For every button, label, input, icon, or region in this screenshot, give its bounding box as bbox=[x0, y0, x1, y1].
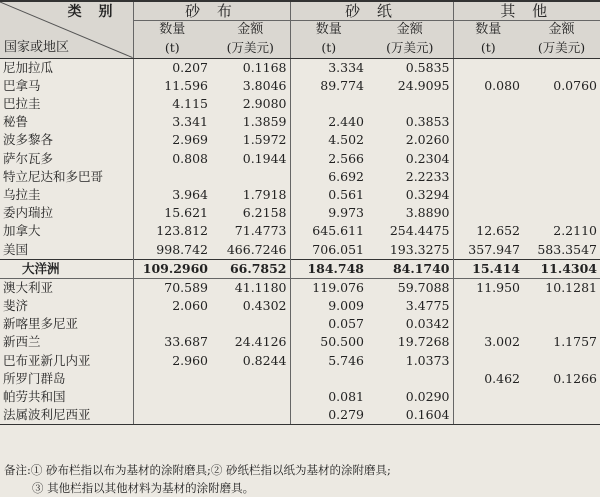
amount-cell bbox=[523, 95, 600, 113]
col-header-qty-unit: (t) bbox=[290, 39, 367, 58]
table-row bbox=[0, 352, 600, 370]
amount-cell bbox=[523, 186, 600, 204]
quantity-cell: 6.692 bbox=[290, 168, 367, 186]
country-name-cell: 新西兰 bbox=[0, 333, 133, 351]
amount-cell: 0.2304 bbox=[405, 150, 450, 166]
amount-cell: 2.0260 bbox=[405, 132, 450, 148]
amount-cell bbox=[523, 315, 600, 333]
quantity-cell: 9.009 bbox=[290, 297, 367, 315]
quantity-cell: 357.947 bbox=[453, 240, 523, 259]
amount-cell: 254.4475 bbox=[389, 223, 450, 239]
amount-cell: 0.0342 bbox=[405, 316, 450, 332]
quantity-cell: 2.060 bbox=[133, 297, 211, 315]
quantity-cell: 0.080 bbox=[453, 77, 523, 95]
amount-cell: 0.5835 bbox=[405, 59, 450, 75]
table-row bbox=[0, 297, 600, 315]
amount-cell bbox=[523, 204, 600, 222]
amount-cell: 0.1604 bbox=[367, 406, 453, 425]
quantity-cell bbox=[453, 168, 523, 186]
amount-cell: 3.4775 bbox=[405, 298, 450, 314]
amount-cell: 1.7918 bbox=[242, 186, 287, 202]
amount-cell: 0.3294 bbox=[405, 186, 450, 202]
amount-cell bbox=[523, 406, 600, 425]
amount-cell bbox=[211, 388, 290, 406]
quantity-cell bbox=[453, 388, 523, 406]
header-corner-cell bbox=[0, 1, 133, 58]
quantity-cell: 0.462 bbox=[453, 370, 523, 388]
quantity-cell: 645.611 bbox=[290, 222, 367, 240]
country-name-cell: 特立尼达和多巴哥 bbox=[0, 168, 133, 186]
col-header-amount-label: 金额 bbox=[396, 22, 423, 38]
amount-cell: 0.0760 bbox=[553, 77, 597, 93]
quantity-cell bbox=[453, 58, 523, 77]
amount-cell: 41.1180 bbox=[234, 279, 287, 295]
table-row bbox=[0, 131, 600, 149]
col-header-qty-unit: (t) bbox=[133, 39, 211, 58]
quantity-cell: 33.687 bbox=[133, 333, 211, 351]
quantity-cell bbox=[453, 131, 523, 149]
country-name-cell: 波多黎各 bbox=[0, 131, 133, 149]
quantity-cell bbox=[290, 370, 367, 388]
amount-cell: 0.3853 bbox=[405, 114, 450, 130]
quantity-cell: 11.596 bbox=[133, 77, 211, 95]
quantity-cell bbox=[133, 406, 211, 425]
quantity-cell: 15.414 bbox=[453, 259, 523, 278]
table-row bbox=[0, 150, 600, 168]
amount-cell bbox=[523, 388, 600, 406]
amount-cell: 6.2158 bbox=[242, 205, 287, 221]
table-row bbox=[0, 77, 600, 95]
group-header-paper: 砂 纸 bbox=[290, 1, 453, 21]
country-name-cell: 所罗门群岛 bbox=[0, 370, 133, 388]
quantity-cell bbox=[453, 113, 523, 131]
quantity-cell bbox=[290, 95, 367, 113]
country-name-cell: 澳大利亚 bbox=[0, 278, 133, 297]
quantity-cell: 50.500 bbox=[290, 333, 367, 351]
quantity-cell bbox=[453, 95, 523, 113]
table-row bbox=[0, 388, 600, 406]
region-total-row bbox=[0, 259, 600, 278]
amount-cell: 84.1740 bbox=[367, 259, 453, 278]
country-name-cell: 法属波利尼西亚 bbox=[0, 406, 133, 425]
quantity-cell: 0.057 bbox=[290, 315, 367, 333]
quantity-cell: 0.279 bbox=[290, 406, 367, 425]
country-name-cell: 美国 bbox=[0, 240, 133, 259]
country-name-cell: 萨尔瓦多 bbox=[0, 150, 133, 168]
amount-cell: 66.7852 bbox=[211, 259, 290, 278]
country-name-cell: 加拿大 bbox=[0, 222, 133, 240]
amount-cell: 1.3859 bbox=[242, 114, 287, 130]
quantity-cell: 4.502 bbox=[290, 131, 367, 149]
quantity-cell bbox=[453, 352, 523, 370]
amount-cell bbox=[523, 113, 600, 131]
quantity-cell: 119.076 bbox=[290, 278, 367, 297]
amount-cell: 2.9080 bbox=[242, 96, 287, 112]
amount-cell: 11.4304 bbox=[523, 259, 600, 278]
country-name-cell: 帕劳共和国 bbox=[0, 388, 133, 406]
amount-cell bbox=[523, 297, 600, 315]
quantity-cell bbox=[133, 315, 211, 333]
amount-cell: 71.4773 bbox=[234, 223, 287, 239]
table-row bbox=[0, 113, 600, 131]
quantity-cell: 5.746 bbox=[290, 352, 367, 370]
quantity-cell: 0.561 bbox=[290, 186, 367, 204]
amount-cell: 1.5972 bbox=[242, 132, 287, 148]
amount-cell: 19.7268 bbox=[397, 334, 450, 350]
amount-cell: 3.8890 bbox=[405, 205, 450, 221]
amount-cell bbox=[523, 168, 600, 186]
table-row bbox=[0, 240, 600, 259]
table-row bbox=[0, 333, 600, 351]
quantity-cell: 3.964 bbox=[133, 186, 211, 204]
amount-cell: 0.4302 bbox=[242, 298, 287, 314]
quantity-cell: 998.742 bbox=[133, 240, 211, 259]
table-row bbox=[0, 204, 600, 222]
col-header-amount-unit: (万美元) bbox=[211, 39, 290, 58]
country-name-cell: 大洋洲 bbox=[0, 259, 133, 278]
quantity-cell: 706.051 bbox=[290, 240, 367, 259]
quantity-cell: 2.566 bbox=[290, 150, 367, 168]
amount-cell: 0.8244 bbox=[242, 352, 287, 368]
quantity-cell: 9.973 bbox=[290, 204, 367, 222]
amount-cell: 583.3547 bbox=[537, 241, 597, 257]
country-name-cell: 乌拉圭 bbox=[0, 186, 133, 204]
quantity-cell bbox=[453, 186, 523, 204]
quantity-cell bbox=[453, 297, 523, 315]
amount-cell bbox=[211, 370, 290, 388]
amount-cell: 2.2233 bbox=[405, 168, 450, 184]
amount-cell: 2.2110 bbox=[553, 223, 597, 239]
group-header-other: 其 他 bbox=[453, 1, 600, 21]
quantity-cell: 11.950 bbox=[453, 278, 523, 297]
table-row bbox=[0, 58, 600, 77]
table-row bbox=[0, 278, 600, 297]
country-name-cell: 委内瑞拉 bbox=[0, 204, 133, 222]
amount-cell bbox=[523, 150, 600, 168]
country-name-cell: 新喀里多尼亚 bbox=[0, 315, 133, 333]
table-row bbox=[0, 315, 600, 333]
amount-cell bbox=[523, 58, 600, 77]
table-body bbox=[0, 58, 600, 425]
quantity-cell: 3.341 bbox=[133, 113, 211, 131]
table-row bbox=[0, 95, 600, 113]
col-header-qty-label: 数量 bbox=[133, 21, 211, 40]
group-header-cloth: 砂 布 bbox=[133, 1, 290, 21]
amount-cell: 3.8046 bbox=[242, 77, 287, 93]
quantity-cell: 2.969 bbox=[133, 131, 211, 149]
quantity-cell: 4.115 bbox=[133, 95, 211, 113]
amount-cell bbox=[211, 406, 290, 425]
quantity-cell: 184.748 bbox=[290, 259, 367, 278]
footnote-line-1: 备注:① 砂布栏指以布为基材的涂附磨具;② 砂纸栏指以纸为基材的涂附磨具; bbox=[4, 463, 391, 477]
quantity-cell bbox=[453, 406, 523, 425]
quantity-cell: 2.440 bbox=[290, 113, 367, 131]
quantity-cell bbox=[453, 315, 523, 333]
quantity-cell bbox=[453, 204, 523, 222]
amount-cell: 59.7088 bbox=[397, 279, 450, 295]
table-row bbox=[0, 406, 600, 425]
col-header-amount-label: 金额 bbox=[548, 22, 575, 38]
quantity-cell bbox=[133, 370, 211, 388]
col-header-qty-label: 数量 bbox=[290, 21, 367, 40]
country-name-cell: 巴布亚新几内亚 bbox=[0, 352, 133, 370]
country-name-cell: 秘鲁 bbox=[0, 113, 133, 131]
amount-cell: 24.9095 bbox=[397, 77, 450, 93]
quantity-cell: 89.774 bbox=[290, 77, 367, 95]
amount-cell: 466.7246 bbox=[226, 241, 287, 257]
footnote-line-2: ③ 其他栏指以其他材料为基材的涂附磨具。 bbox=[32, 481, 255, 495]
quantity-cell: 3.002 bbox=[453, 333, 523, 351]
table-row bbox=[0, 168, 600, 186]
col-header-qty-unit: (t) bbox=[453, 39, 523, 58]
table-row bbox=[0, 186, 600, 204]
amount-cell: 10.1281 bbox=[545, 279, 597, 295]
amount-cell: 24.4126 bbox=[234, 334, 287, 350]
col-header-qty-label: 数量 bbox=[453, 21, 523, 40]
quantity-cell bbox=[453, 150, 523, 168]
quantity-cell: 0.808 bbox=[133, 150, 211, 168]
amount-cell bbox=[523, 131, 600, 149]
amount-cell bbox=[211, 168, 290, 186]
amount-cell: 0.1266 bbox=[553, 370, 597, 386]
country-name-cell: 巴拿马 bbox=[0, 77, 133, 95]
quantity-cell: 70.589 bbox=[133, 278, 211, 297]
country-name-cell: 尼加拉瓜 bbox=[0, 58, 133, 77]
country-name-cell: 巴拉圭 bbox=[0, 95, 133, 113]
quantity-cell: 15.621 bbox=[133, 204, 211, 222]
amount-cell bbox=[211, 315, 290, 333]
amount-cell bbox=[367, 95, 453, 113]
amount-cell: 0.1168 bbox=[242, 59, 287, 75]
quantity-cell: 0.207 bbox=[133, 58, 211, 77]
quantity-cell: 123.812 bbox=[133, 222, 211, 240]
quantity-cell bbox=[133, 388, 211, 406]
col-header-amount-label: 金额 bbox=[237, 22, 264, 38]
quantity-cell: 2.960 bbox=[133, 352, 211, 370]
quantity-cell bbox=[133, 168, 211, 186]
col-header-amount-unit: (万美元) bbox=[523, 39, 600, 58]
country-name-cell: 斐济 bbox=[0, 297, 133, 315]
amount-cell: 193.3275 bbox=[389, 241, 450, 257]
amount-cell: 0.0290 bbox=[405, 389, 450, 405]
amount-cell: 1.0373 bbox=[405, 352, 450, 368]
table-row bbox=[0, 370, 600, 388]
amount-cell bbox=[523, 352, 600, 370]
amount-cell: 0.1944 bbox=[242, 150, 287, 166]
quantity-cell: 12.652 bbox=[453, 222, 523, 240]
table-row bbox=[0, 222, 600, 240]
category-label: 类 别 bbox=[67, 4, 119, 20]
quantity-cell: 109.2960 bbox=[133, 259, 211, 278]
country-label: 国家或地区 bbox=[4, 39, 70, 55]
col-header-amount-unit: (万美元) bbox=[367, 39, 453, 58]
amount-cell bbox=[367, 370, 453, 388]
amount-cell: 1.1757 bbox=[553, 334, 597, 350]
quantity-cell: 3.334 bbox=[290, 58, 367, 77]
quantity-cell: 0.081 bbox=[290, 388, 367, 406]
